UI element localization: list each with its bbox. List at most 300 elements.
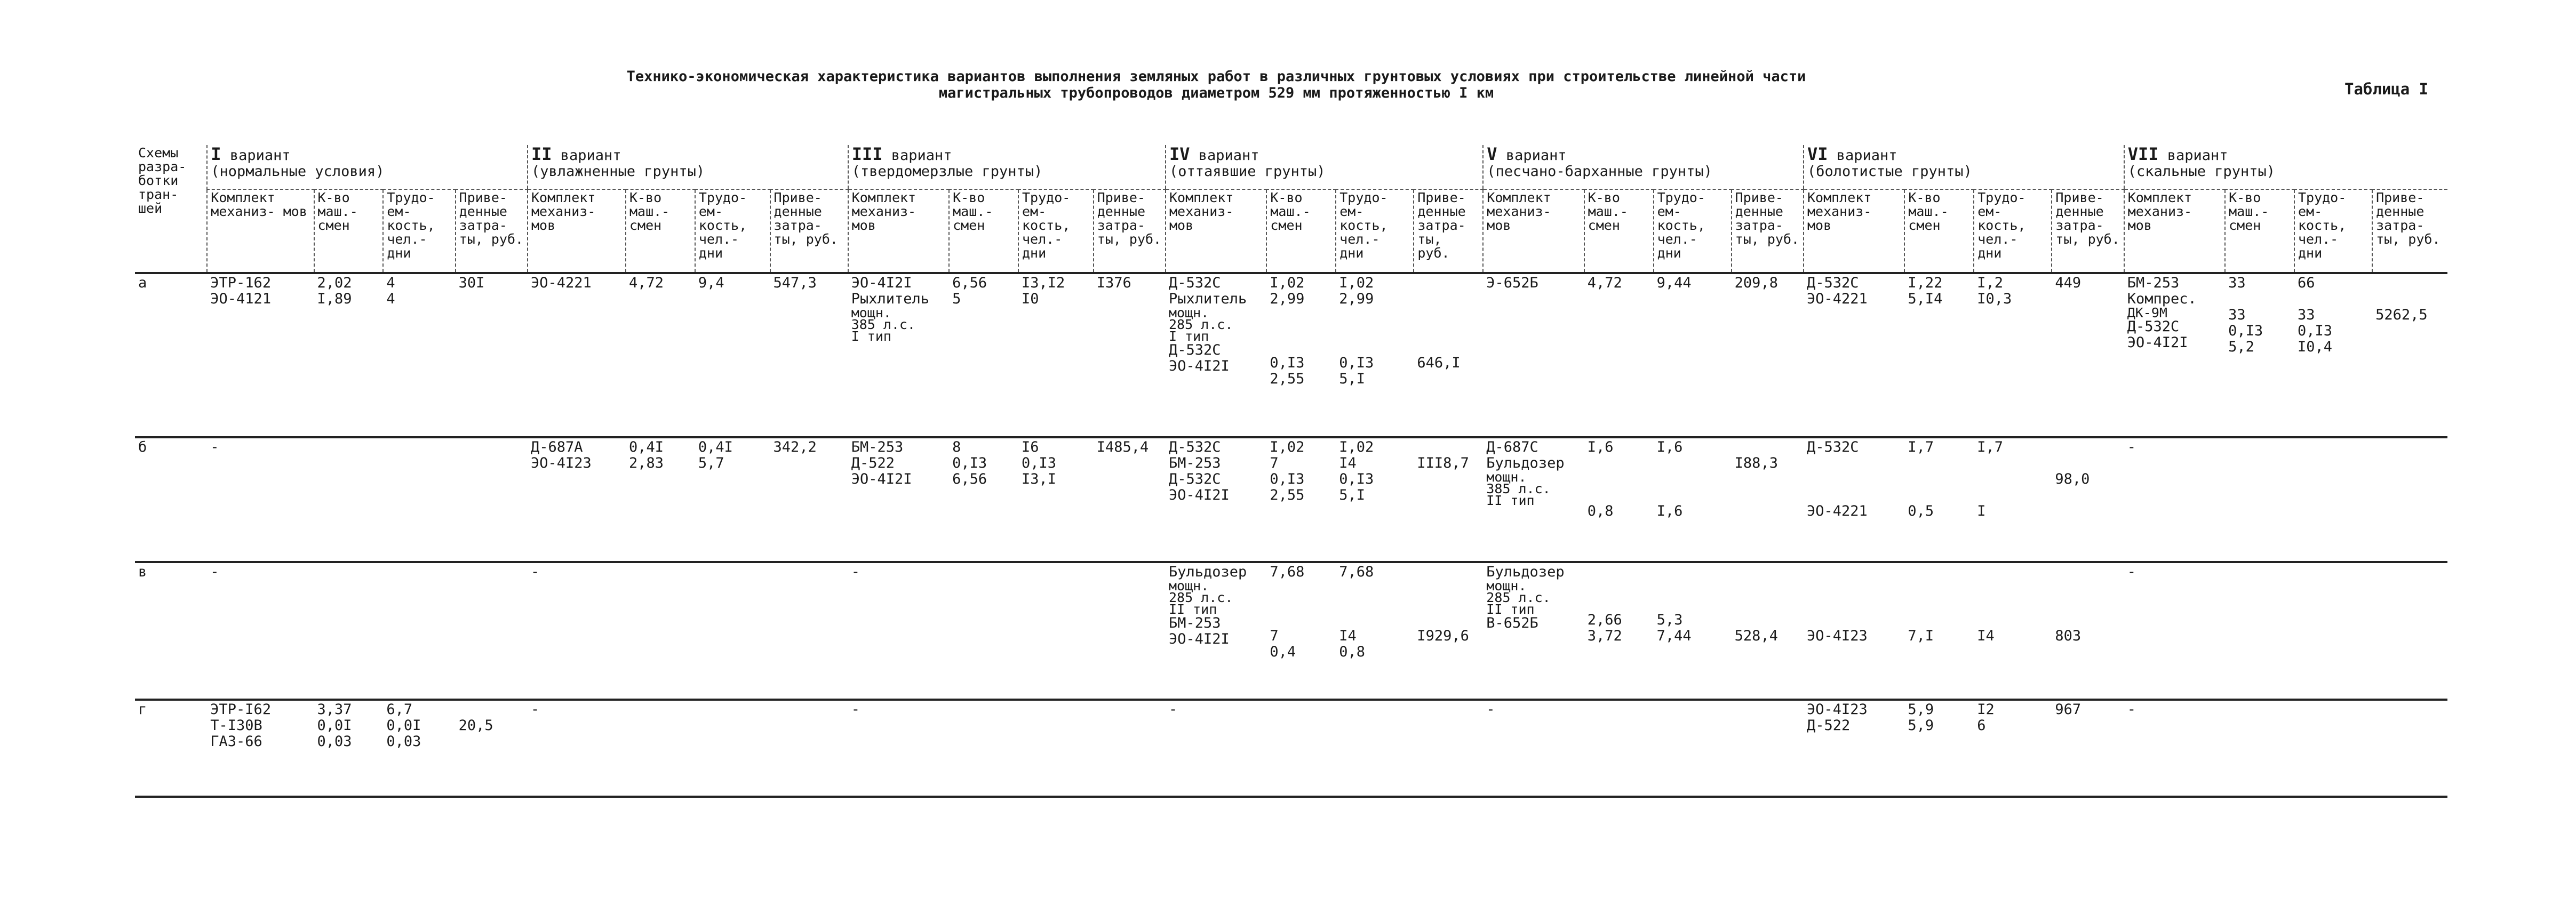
cell-line: 2,55 [1270, 487, 1305, 503]
cell-line [1735, 596, 1800, 612]
document-title [480, 68, 1952, 101]
cell-line [1270, 596, 1333, 612]
cell-line [2055, 439, 2120, 455]
cell-line: БМ-253 [1168, 615, 1221, 631]
cell-line: Рыхлитель [851, 291, 930, 307]
cell-shifts [1584, 273, 1654, 437]
cell-line: 342,2 [773, 439, 817, 455]
cell-line: 6,56 [952, 275, 987, 291]
cell-line [2375, 291, 2444, 307]
scheme-cell: в [135, 562, 207, 700]
cell-line [1339, 580, 1410, 596]
table-row [135, 562, 2447, 700]
cell-line [952, 564, 1015, 580]
cell-line: 2,83 [628, 455, 664, 471]
cell-line: 285 л.с. [1168, 317, 1233, 332]
cell-line: I2 [1977, 701, 1995, 718]
cell-labor [1018, 437, 1094, 562]
cell-line [459, 702, 524, 718]
column-header-cost: Приве- денные затра- ты, руб. [1414, 189, 1483, 273]
cell-line: I4 [1339, 455, 1357, 471]
variant-condition: (песчано-барханные грунты) [1487, 163, 1712, 180]
cell-set [528, 700, 626, 797]
cell-line: Бульдозер [1168, 564, 1247, 580]
column-header-set: Комплект механиз- мов [848, 189, 949, 273]
cell-set [848, 273, 949, 437]
cell-line: БМ-253 [1168, 455, 1221, 471]
cell-cost [1414, 273, 1483, 437]
cell-shifts [2225, 273, 2294, 437]
cell-shifts [626, 700, 695, 797]
cell-line: мощн. [1168, 578, 1209, 594]
variant-header-3 [848, 145, 1166, 189]
cell-cost [2052, 437, 2124, 562]
cell-line [1339, 323, 1410, 339]
cell-line: I,22 [1908, 275, 1943, 291]
cell-shifts [2225, 437, 2294, 562]
cell-line: I,7 [1908, 439, 1934, 455]
cell-set [1166, 562, 1266, 700]
cell-labor [2294, 562, 2372, 700]
cell-line: ЭО-4I2I [1168, 358, 1230, 374]
cell-shifts [949, 562, 1018, 700]
cell-line [2298, 702, 2369, 718]
cell-line: 0,I3 [1339, 355, 1374, 371]
column-header-labor: Трудо- ем- кость, чел.- дни [383, 189, 455, 273]
cell-shifts [2225, 562, 2294, 700]
cell-labor [1336, 562, 1414, 700]
variant-header-1 [207, 145, 528, 189]
cell-line [1807, 596, 1901, 612]
column-header-cost: Приве- денные затра- ты, руб. [456, 189, 528, 273]
cell-shifts [1266, 437, 1336, 562]
cell-line: Д-687А [530, 439, 583, 455]
cell-line [1097, 564, 1162, 580]
cell-shifts [626, 273, 695, 437]
cell-line [1807, 487, 1901, 503]
variant-condition: (нормальные условия) [211, 163, 385, 180]
cell-line: I0,3 [1977, 291, 2012, 307]
cell-line: ЭО-4I23 [1806, 701, 1868, 718]
cell-shifts [314, 273, 384, 437]
cell-line [1339, 307, 1410, 323]
cell-line [2055, 612, 2120, 628]
cell-shifts [949, 273, 1018, 437]
cell-line [2055, 455, 2120, 471]
cell-labor [2294, 700, 2372, 797]
variant-condition: (твердомерзлые грунты) [851, 163, 1043, 180]
cell-line: 20,5 [458, 717, 493, 734]
cell-line: ЭО-4I2I [851, 275, 912, 291]
cell-cost [2052, 273, 2124, 437]
cell-line [1908, 596, 1971, 612]
cell-line: 5,2 [2228, 339, 2254, 355]
cell-line [1417, 580, 1480, 596]
cell-set [848, 700, 949, 797]
cell-line: - [2127, 564, 2136, 580]
cell-line: 2,99 [1270, 291, 1305, 307]
cell-labor [1654, 273, 1732, 437]
cell-line: 385 л.с. [851, 317, 916, 332]
cell-shifts [626, 437, 695, 562]
column-header-cost: Приве- денные затра- ты, руб. [770, 189, 848, 273]
cell-line [1908, 564, 1971, 580]
column-header-set: Комплект механиз- мов [2124, 189, 2225, 273]
cell-line: 5,I [1339, 487, 1366, 503]
cell-line: ЭО-4I23 [530, 455, 592, 471]
cell-labor [2294, 437, 2372, 562]
cell-labor [695, 562, 770, 700]
cell-line: 2,99 [1339, 291, 1374, 307]
cell-line: 6,56 [952, 471, 987, 487]
cell-line: I4 [1339, 628, 1357, 644]
cell-line: II тип [1486, 602, 1535, 617]
cell-cost [1094, 273, 1166, 437]
cell-line [459, 564, 524, 580]
column-header-shifts: К-во маш.- смен [626, 189, 695, 273]
cell-labor [383, 273, 455, 437]
cell-cost [1732, 273, 1804, 437]
variant-header-5 [1483, 145, 1804, 189]
column-header-shifts: К-во маш.- смен [1584, 189, 1654, 273]
cell-line: Д-687С [1486, 439, 1538, 455]
cell-line [629, 702, 692, 718]
cell-line: 7 [1270, 628, 1279, 644]
cell-line: - [851, 564, 860, 580]
variant-number: I [211, 145, 221, 164]
cell-line [317, 439, 380, 455]
scheme-cell: а [135, 273, 207, 437]
cell-labor [383, 700, 455, 797]
cell-cost [770, 562, 848, 700]
cell-labor [1654, 700, 1732, 797]
cell-line [1270, 323, 1333, 339]
cell-line: 7,I [1908, 628, 1934, 644]
cell-set [2124, 562, 2225, 700]
cell-line [1657, 471, 1728, 487]
cell-line: 0,4I [698, 439, 733, 455]
cell-line: 0,I3 [1270, 355, 1305, 371]
cell-line [1908, 487, 1971, 503]
cell-line [1417, 291, 1480, 307]
column-header-shifts: К-во маш.- смен [1266, 189, 1336, 273]
cell-line [2055, 580, 2120, 596]
cell-line [2228, 291, 2291, 307]
cell-cost [1732, 562, 1804, 700]
cell-line [2375, 702, 2444, 718]
cell-line: ЭО-4I23 [1806, 628, 1868, 644]
cell-line: 7,68 [1339, 564, 1374, 580]
column-header-cost: Приве- денные затра- ты, руб. [1094, 189, 1166, 273]
cell-line [1270, 580, 1333, 596]
cell-line [1657, 487, 1728, 503]
cell-set [1166, 700, 1266, 797]
scheme-header: Схемы разра- ботки тран- шей [135, 145, 207, 273]
cell-line: Д-522 [1806, 717, 1851, 734]
cell-line [2055, 596, 2120, 612]
cell-cost [770, 273, 848, 437]
cell-set [848, 562, 949, 700]
cell-line: Д-532С [1168, 471, 1221, 487]
cell-set [207, 562, 314, 700]
cell-cost [1094, 437, 1166, 562]
cell-line [1807, 612, 1901, 628]
cell-line: - [210, 439, 219, 455]
cell-line [2375, 275, 2444, 291]
variant-number: V [1487, 145, 1497, 164]
cell-line: 449 [2055, 275, 2081, 291]
cell-line [1807, 455, 1901, 471]
cell-shifts [1904, 437, 1974, 562]
cell-cost [1414, 562, 1483, 700]
cell-line: I тип [851, 328, 891, 344]
cell-line [2375, 439, 2444, 455]
title-line-1: Технико-экономическая характеристика вариантов выполнения земляных работ в различных грунтовых условиях при строительстве линейной части [626, 68, 1806, 85]
cell-line [1908, 471, 1971, 487]
cell-line: 2,02 [317, 275, 352, 291]
cell-line [1270, 702, 1333, 718]
cell-cost [2052, 700, 2124, 797]
cell-line [1588, 580, 1650, 596]
cell-line [1657, 596, 1728, 612]
cell-line: 5,I4 [1908, 291, 1943, 307]
cell-labor [1654, 562, 1732, 700]
column-header-set: Комплект механиз- мов [207, 189, 314, 273]
column-header-labor: Трудо- ем- кость, чел.- дни [2294, 189, 2372, 273]
variant-header-4 [1166, 145, 1483, 189]
cell-line [1735, 564, 1800, 580]
cell-line: II тип [1486, 493, 1535, 508]
cell-line: 33 [2228, 275, 2246, 291]
cell-line: I,7 [1977, 439, 2004, 455]
cell-labor [1974, 562, 2052, 700]
cell-line: Бульдозер [1486, 455, 1565, 471]
cell-line: I4 [1977, 628, 1995, 644]
cell-line [1807, 564, 1901, 580]
variant-condition: (скальные грунты) [2127, 163, 2276, 180]
cell-line: I [1977, 503, 1986, 519]
cell-line: 5,9 [1908, 701, 1934, 718]
cell-set [1166, 273, 1266, 437]
column-header-cost: Приве- денные затра- ты, руб. [2052, 189, 2124, 273]
cell-line: Д-532С [1168, 439, 1221, 455]
column-header-set: Комплект механиз- мов [1166, 189, 1266, 273]
variant-word: вариант [1198, 147, 1259, 164]
cell-line: ЭО-4121 [210, 291, 272, 307]
cell-line: 0,8 [1587, 503, 1614, 519]
cell-set [1804, 700, 1904, 797]
cell-line: 0,I3 [2297, 323, 2332, 339]
cell-line: Д-532С [2127, 318, 2180, 335]
cell-line [1807, 471, 1901, 487]
table-label: Таблица I [2344, 80, 2429, 98]
cell-line: Рыхлитель [1168, 291, 1247, 307]
cell-line: 803 [2055, 628, 2081, 644]
cell-set [848, 437, 949, 562]
cell-line [2055, 564, 2120, 580]
cell-line [1417, 612, 1480, 628]
cell-line: 2,55 [1270, 371, 1305, 387]
cell-line [773, 702, 845, 718]
cell-line [698, 702, 767, 718]
cell-line: мощн. [1168, 305, 1209, 320]
cell-line [2298, 291, 2369, 307]
cell-line [1097, 702, 1162, 718]
cell-line [1977, 596, 2048, 612]
cell-line: ЭО-4221 [1806, 291, 1868, 307]
cell-shifts [949, 700, 1018, 797]
variant-condition: (увлажненные грунты) [531, 163, 705, 180]
column-header-labor: Трудо- ем- кость, чел.- дни [1336, 189, 1414, 273]
cell-line: - [1168, 701, 1178, 718]
cell-line: 285 л.с. [1168, 590, 1233, 605]
cell-line: ЭО-4221 [530, 275, 592, 291]
cell-line: БМ-253 [2127, 275, 2180, 291]
cell-labor [1974, 273, 2052, 437]
cell-cost [456, 700, 528, 797]
cell-line [1417, 275, 1480, 291]
cell-set [207, 437, 314, 562]
cell-set [1483, 437, 1584, 562]
cell-labor [1654, 437, 1732, 562]
cell-line [1339, 339, 1410, 355]
cell-line [1270, 307, 1333, 323]
variant-word: вариант [560, 147, 621, 164]
cell-cost [770, 700, 848, 797]
cell-cost [2052, 562, 2124, 700]
cell-line: I929,6 [1417, 628, 1469, 644]
cell-line [1588, 471, 1650, 487]
cell-line [1588, 596, 1650, 612]
cell-set [2124, 273, 2225, 437]
cell-line [1417, 596, 1480, 612]
cell-line [1657, 455, 1728, 471]
cell-line [1657, 702, 1728, 718]
cell-line: 7 [1270, 455, 1279, 471]
cell-line [1735, 702, 1800, 718]
cell-line [1908, 580, 1971, 596]
table-row [135, 273, 2447, 437]
cell-line: Д-532С [1168, 275, 1221, 291]
cell-line: 646,I [1417, 355, 1461, 371]
cell-line [952, 702, 1015, 718]
cell-line: Д-522 [851, 455, 895, 471]
cell-line: 5,7 [698, 455, 724, 471]
cell-line [1022, 564, 1090, 580]
cell-line: 33 [2228, 307, 2246, 323]
cell-line: ЭТР-162 [210, 275, 272, 291]
cell-line: 0,03 [317, 733, 352, 750]
cell-shifts [949, 437, 1018, 562]
cell-line [1977, 612, 2048, 628]
cell-labor [695, 273, 770, 437]
column-header-set: Комплект механиз- мов [1804, 189, 1904, 273]
cell-line [1977, 455, 2048, 471]
cell-line: - [530, 701, 540, 718]
cell-line [2228, 439, 2291, 455]
column-header-labor: Трудо- ем- кость, чел.- дни [1018, 189, 1094, 273]
cell-line: мощн. [1486, 578, 1527, 594]
cell-line: мощн. [1486, 469, 1527, 485]
cell-line: I0,4 [2297, 339, 2332, 355]
cell-line: Э-652Б [1486, 275, 1538, 291]
cell-labor [1974, 700, 2052, 797]
cell-shifts [314, 700, 384, 797]
cell-line: 0,03 [386, 733, 421, 750]
cell-labor [1018, 273, 1094, 437]
column-header-shifts: К-во маш.- смен [2225, 189, 2294, 273]
column-header-shifts: К-во маш.- смен [949, 189, 1018, 273]
cell-line: I0 [1021, 291, 1039, 307]
cell-line: I88,3 [1734, 455, 1778, 471]
cell-labor [1018, 700, 1094, 797]
column-header-shifts: К-во маш.- смен [1904, 189, 1974, 273]
cell-line: Д-532С [1168, 342, 1221, 358]
cell-line [1735, 580, 1800, 596]
cell-cost [2372, 273, 2447, 437]
cell-line: I376 [1096, 275, 1131, 291]
cell-line: ЭО-4I2I [1168, 487, 1230, 503]
cell-line: ДК-9М [2127, 305, 2167, 320]
cell-line: БМ-253 [851, 439, 904, 455]
cell-shifts [1904, 700, 1974, 797]
cell-line [1735, 439, 1800, 455]
cell-shifts [1584, 437, 1654, 562]
cell-shifts [1904, 562, 1974, 700]
cell-line [386, 439, 452, 455]
cell-line: I,6 [1587, 439, 1614, 455]
cell-line [1417, 307, 1480, 323]
cell-line [1339, 596, 1410, 612]
variant-word: вариант [2167, 147, 2228, 164]
cell-labor [1336, 273, 1414, 437]
cell-line [1588, 455, 1650, 471]
cell-line [1908, 455, 1971, 471]
cell-line: 7,44 [1656, 628, 1692, 644]
variant-number: III [851, 145, 883, 164]
cell-line: 98,0 [2055, 471, 2090, 487]
cell-shifts [314, 562, 384, 700]
cell-line [386, 564, 452, 580]
cell-line: I,02 [1339, 439, 1374, 455]
cell-shifts [1266, 562, 1336, 700]
cell-line: 0,8 [1339, 644, 1366, 660]
cell-line: 9,44 [1656, 275, 1692, 291]
cell-shifts [1584, 700, 1654, 797]
cell-set [1804, 562, 1904, 700]
cell-line: 6 [1977, 717, 1986, 734]
cell-line: 528,4 [1734, 628, 1778, 644]
cell-line: 0,I3 [1021, 455, 1057, 471]
cell-line [317, 564, 380, 580]
cell-line: III8,7 [1417, 455, 1469, 471]
cell-line: 0,0I [317, 717, 352, 734]
column-header-shifts: К-во маш.- смен [314, 189, 384, 273]
cell-line [2228, 702, 2291, 718]
cell-cost [1414, 437, 1483, 562]
cell-line: ЭО-4I2I [851, 471, 912, 487]
column-header-cost: Приве- денные затра- ты, руб. [2372, 189, 2447, 273]
cell-cost [2372, 437, 2447, 562]
data-table [135, 145, 2447, 798]
cell-set [1166, 437, 1266, 562]
cell-line [1977, 487, 2048, 503]
cell-cost [1094, 562, 1166, 700]
cell-line: 8 [952, 439, 961, 455]
cell-labor [383, 562, 455, 700]
cell-line: I,6 [1656, 439, 1683, 455]
cell-line: I,89 [317, 291, 352, 307]
